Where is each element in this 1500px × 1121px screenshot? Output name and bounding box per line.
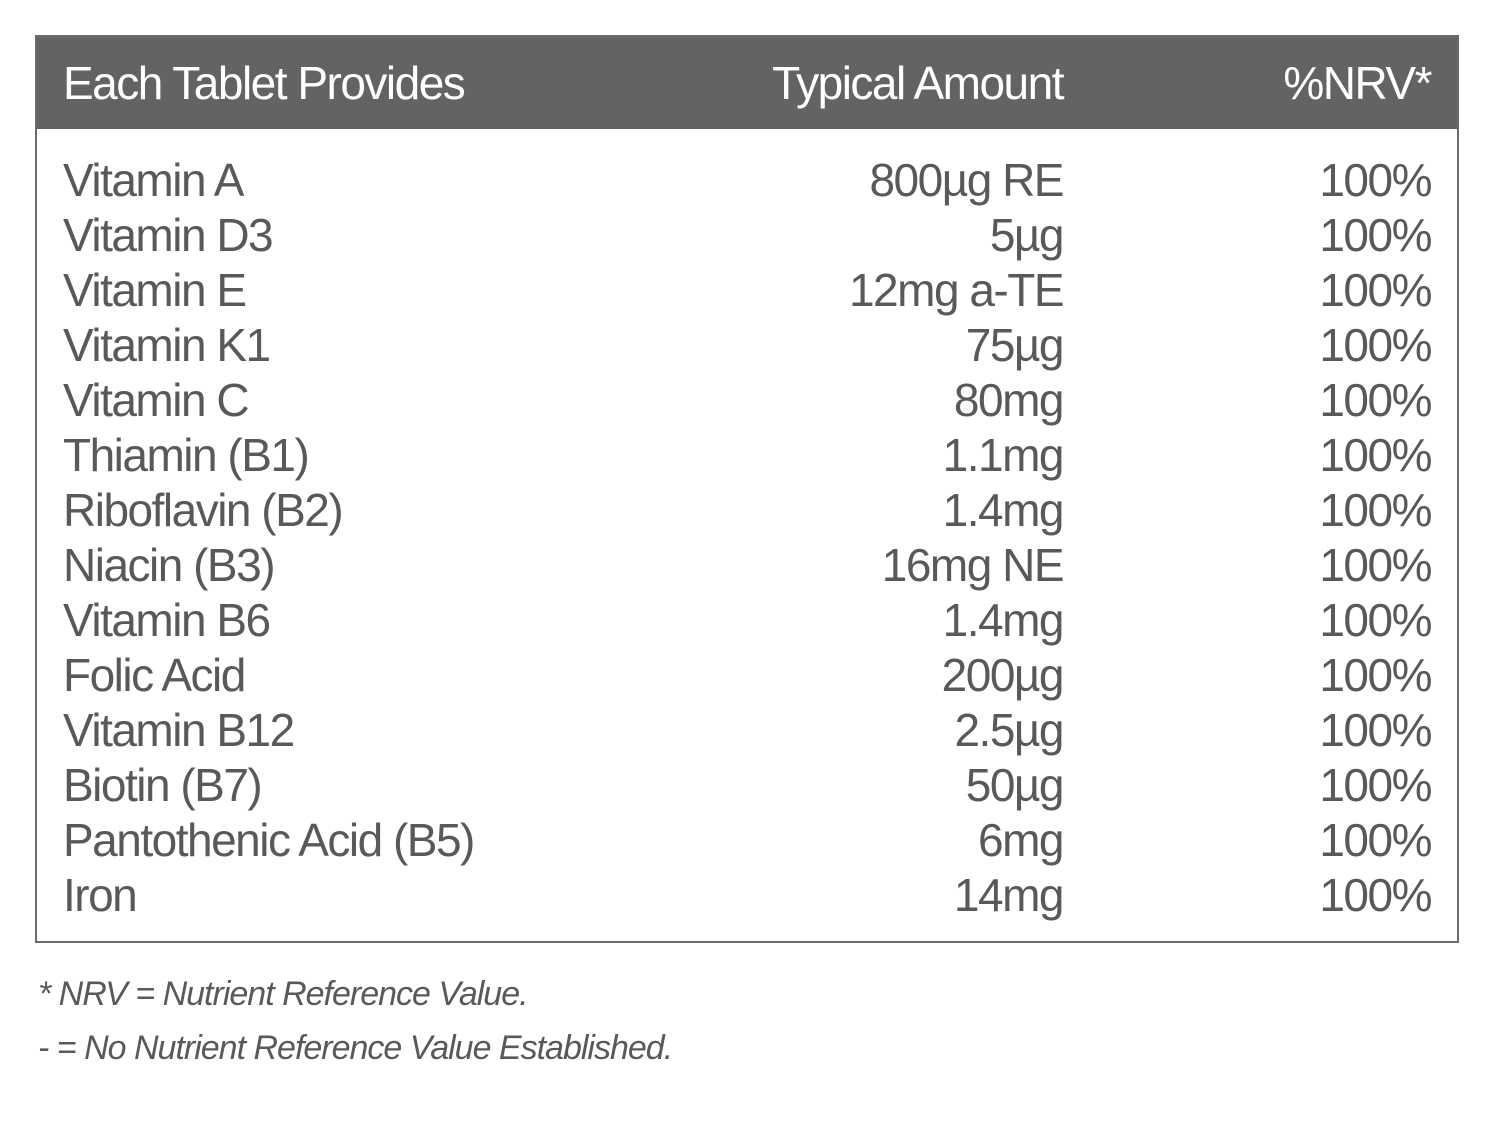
nutrient-name: Thiamin (B1) bbox=[63, 429, 309, 481]
table-row bbox=[37, 263, 1457, 318]
typical-amount: 1.1mg bbox=[942, 429, 1063, 481]
nrv-percent: 100% bbox=[1319, 319, 1431, 371]
nutrient-name: Vitamin E bbox=[63, 264, 246, 316]
typical-amount: 14mg bbox=[953, 869, 1063, 921]
typical-amount: 12mg a-TE bbox=[848, 264, 1063, 316]
nrv-percent: 100% bbox=[1319, 209, 1431, 261]
nrv-percent: 100% bbox=[1319, 704, 1431, 756]
nutrient-name: Folic Acid bbox=[63, 649, 245, 701]
typical-amount: 80mg bbox=[953, 374, 1063, 426]
nutrient-name: Biotin (B7) bbox=[63, 759, 262, 811]
typical-amount: 16mg NE bbox=[881, 539, 1063, 591]
table-row bbox=[37, 318, 1457, 373]
table-row bbox=[37, 868, 1457, 923]
nrv-percent: 100% bbox=[1319, 649, 1431, 701]
typical-amount: 1.4mg bbox=[942, 484, 1063, 536]
nrv-percent: 100% bbox=[1319, 814, 1431, 866]
table-row bbox=[37, 758, 1457, 813]
nutrition-table bbox=[35, 35, 1459, 943]
table-row bbox=[37, 538, 1457, 593]
nrv-percent: 100% bbox=[1319, 374, 1431, 426]
nrv-percent: 100% bbox=[1319, 484, 1431, 536]
table-row bbox=[37, 208, 1457, 263]
table-row bbox=[37, 593, 1457, 648]
nutrient-name: Vitamin D3 bbox=[63, 209, 273, 261]
table-row bbox=[37, 648, 1457, 703]
header-nutrient: Each Tablet Provides bbox=[63, 57, 465, 109]
header-amount: Typical Amount bbox=[772, 57, 1063, 109]
table-header bbox=[37, 37, 1457, 129]
nutrient-name: Riboflavin (B2) bbox=[63, 484, 343, 536]
nutrient-name: Vitamin A bbox=[63, 154, 243, 206]
nutrient-name: Pantothenic Acid (B5) bbox=[63, 814, 474, 866]
table-row bbox=[37, 703, 1457, 758]
typical-amount: 75µg bbox=[965, 319, 1063, 371]
typical-amount: 1.4mg bbox=[942, 594, 1063, 646]
nrv-percent: 100% bbox=[1319, 539, 1431, 591]
footnote-nrv: * NRV = Nutrient Reference Value. bbox=[38, 975, 528, 1013]
nutrient-name: Iron bbox=[63, 869, 137, 921]
nrv-percent: 100% bbox=[1319, 759, 1431, 811]
typical-amount: 200µg bbox=[941, 649, 1063, 701]
nutrient-name: Vitamin B6 bbox=[63, 594, 270, 646]
typical-amount: 2.5µg bbox=[954, 704, 1063, 756]
table-row bbox=[37, 813, 1457, 868]
footnote-dash: - = No Nutrient Reference Value Established. bbox=[38, 1029, 673, 1067]
nutrient-name: Vitamin C bbox=[63, 374, 249, 426]
nrv-percent: 100% bbox=[1319, 264, 1431, 316]
typical-amount: 800µg RE bbox=[869, 154, 1063, 206]
nutrient-name: Vitamin B12 bbox=[63, 704, 294, 756]
table-row bbox=[37, 373, 1457, 428]
table-body bbox=[37, 153, 1457, 923]
typical-amount: 5µg bbox=[989, 209, 1063, 261]
header-nrv: %NRV* bbox=[1283, 57, 1431, 109]
nrv-percent: 100% bbox=[1319, 869, 1431, 921]
table-row bbox=[37, 153, 1457, 208]
nrv-percent: 100% bbox=[1319, 154, 1431, 206]
nutrient-name: Vitamin K1 bbox=[63, 319, 270, 371]
table-row bbox=[37, 428, 1457, 483]
nrv-percent: 100% bbox=[1319, 429, 1431, 481]
nrv-percent: 100% bbox=[1319, 594, 1431, 646]
typical-amount: 50µg bbox=[965, 759, 1063, 811]
typical-amount: 6mg bbox=[978, 814, 1063, 866]
nutrient-name: Niacin (B3) bbox=[63, 539, 275, 591]
table-row bbox=[37, 483, 1457, 538]
